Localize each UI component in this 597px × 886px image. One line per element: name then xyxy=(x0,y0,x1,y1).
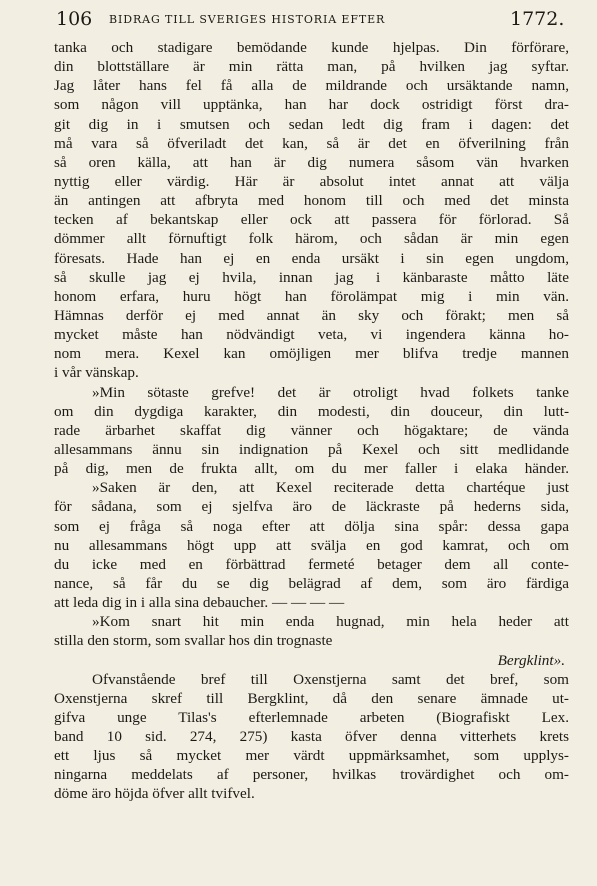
text-line: du icke med en förbättrad fermeté betager dem all conte- xyxy=(54,555,569,573)
text-line: honom erfara, huru högt han förolämpat mig i min vän. xyxy=(54,287,569,305)
text-line: ett ljus så mycket mer värdt uppmärksamhet, som upplys- xyxy=(54,747,569,765)
text-line: tanka och stadigare bemödande kunde hjelpas. Din förförare, xyxy=(54,39,569,56)
text-line: döme äro höjda öfver allt tvifvel. xyxy=(54,785,255,803)
text-line: band 10 sid. 274, 275) kasta öfver denna vitterhets krets xyxy=(54,728,569,746)
text-line: nom mera. Kexel kan omöjligen mer blifva tredje mannen xyxy=(54,345,569,363)
text-line: Hämnas derför ej med annat än sky och förakt; men så xyxy=(54,306,569,324)
text-line: »Min sötaste grefve! det är otroligt hvad folkets tanke xyxy=(92,383,569,401)
text-line: så oren källa, att han är dig numera såsom vän hvarken xyxy=(54,153,569,171)
text-line: för sådana, som ej sjelfva äro de läckraste på hederns sida, xyxy=(54,498,569,516)
text-line: »Kom snart hit min enda hugnad, min hela heder att xyxy=(92,613,569,631)
text-line: föresats. Hade han ej en enda ursäkt i sin egen ungdom, xyxy=(54,249,569,267)
text-line: ningarna meddelats af personer, hvilkas trovärdighet och om- xyxy=(54,766,569,784)
text-line: på dig, men de frukta allt, om du mer faller i elaka händer. xyxy=(54,460,569,478)
text-line: stilla den storm, som svallar hos din trognaste xyxy=(54,632,333,650)
text-line: rade ärbarhet skaffat dig vänner och högaktare; de vända xyxy=(54,421,569,439)
text-line: mycket måste han nödvändigt veta, vi ingendera känna ho- xyxy=(54,326,569,344)
text-line: än antingen att afbryta med honom till och med det minsta xyxy=(54,192,569,210)
text-line: git dig in i smutsen och sedan ledt dig fram i dagen: det xyxy=(54,115,569,133)
text-line: så skulle jag ej hvila, innan jag i känbaraste måtto läte xyxy=(54,268,569,286)
text-line: Oxenstjerna skref till Bergklint, då den senare ämnade ut- xyxy=(54,689,569,707)
text-line: Jag låter hans fel få alla de mildrande och ursäktande namn, xyxy=(54,77,569,95)
text-line: som ej fråga så noga efter att dölja sina spår: dessa gapa xyxy=(54,517,569,535)
text-line: Ofvanstående bref till Oxenstjerna samt det bref, som xyxy=(92,670,569,688)
body-text xyxy=(54,38,569,804)
text-line: din blottställare är min rätta man, på hvilken jag syftar. xyxy=(54,58,569,76)
text-line: gifva unge Tilas's efterlemnade arbeten (Biografiskt Lex. xyxy=(54,708,569,726)
text-line: tecken af bekantskap eller ock att passera för förlorad. Så xyxy=(54,211,569,229)
text-line: om din dygdiga karakter, din modesti, din douceur, din lutt- xyxy=(54,402,569,420)
running-title: BIDRAG TILL SVERIGES HISTORIA EFTER xyxy=(109,13,386,26)
text-line: allesammans ännu sin indignation på Kexel och sitt medlidande xyxy=(54,440,569,458)
text-line: att leda dig in i alla sina debaucher. — — — — xyxy=(54,594,345,612)
header-year: 1772. xyxy=(510,8,565,30)
text-line: må vara så öfveriladt det kan, så är det en öfverilning från xyxy=(54,134,569,152)
text-line: som någon vill upptänka, han har dock ostridigt först dra- xyxy=(54,96,569,114)
text-line: dömmer allt förnuftigt folk härom, och sådan är min egen xyxy=(54,230,569,248)
text-line: nyttig eller värdig. Här är absolut intet annat att välja xyxy=(54,172,569,190)
text-line: i vår vänskap. xyxy=(54,364,139,382)
signature-bergklint: Bergklint». xyxy=(497,651,565,669)
text-line: »Saken är den, att Kexel reciterade detta chartéque just xyxy=(92,479,569,497)
text-line: nance, så får du se dig belägrad af dem, som äro färdiga xyxy=(54,574,569,592)
page-header xyxy=(56,8,576,34)
page-number: 106 xyxy=(56,8,93,30)
text-line: nu allesammans högt upp att svälja en god kamrat, och om xyxy=(54,536,569,554)
